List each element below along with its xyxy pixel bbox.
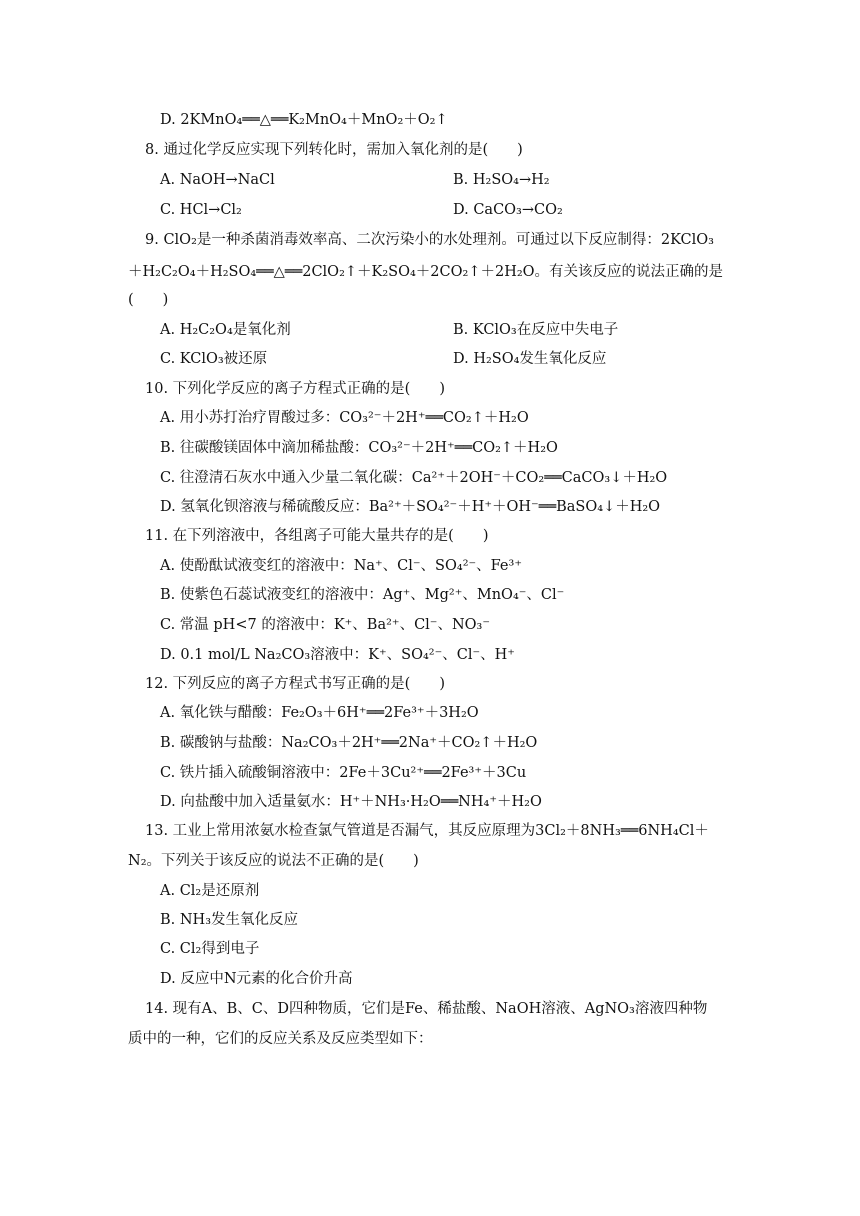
q8-option-a: A. NaOH→NaCl [160, 172, 275, 188]
q12-option-c: C. 铁片插入硫酸铜溶液中：2Fe＋3Cu²⁺══2Fe³⁺＋3Cu [160, 765, 527, 781]
q13-option-c: C. Cl₂得到电子 [160, 941, 260, 957]
q13-option-d: D. 反应中N元素的化合价升高 [160, 971, 353, 987]
q10-option-d: D. 氢氧化钡溶液与稀硫酸反应：Ba²⁺＋SO₄²⁻＋H⁺＋OH⁻══BaSO₄↓＋H₂O [160, 499, 661, 515]
q8-stem: 8. 通过化学反应实现下列转化时，需加入氧化剂的是( ) [145, 142, 523, 158]
q9-option-b: B. KClO₃在反应中失电子 [453, 322, 619, 338]
q11-stem: 11. 在下列溶液中，各组离子可能大量共存的是( ) [145, 528, 489, 544]
q9-stem-line2: ＋H₂C₂O₄＋H₂SO₄══△══2ClO₂↑＋K₂SO₄＋2CO₂↑＋2H₂O。有关该反应的说法正确的是 [128, 264, 724, 280]
q13-stem-line2: N₂。下列关于该反应的说法不正确的是( ) [128, 853, 419, 869]
q8-option-c: C. HCl→Cl₂ [160, 202, 242, 218]
q9-stem-line1: 9. ClO₂是一种杀菌消毒效率高、二次污染小的水处理剂。可通过以下反应制得：2KClO₃ [145, 232, 714, 248]
q8-option-b: B. H₂SO₄→H₂ [453, 172, 550, 188]
q12-option-a: A. 氧化铁与醋酸：Fe₂O₃＋6H⁺══2Fe³⁺＋3H₂O [160, 705, 479, 721]
q9-option-d: D. H₂SO₄发生氧化反应 [453, 351, 607, 367]
q8-option-d: D. CaCO₃→CO₂ [453, 202, 563, 218]
q9-option-a: A. H₂C₂O₄是氧化剂 [160, 322, 291, 338]
q12-option-b: B. 碳酸钠与盐酸：Na₂CO₃＋2H⁺══2Na⁺＋CO₂↑＋H₂O [160, 735, 538, 751]
q13-option-b: B. NH₃发生氧化反应 [160, 912, 299, 928]
q13-stem-line1: 13. 工业上常用浓氨水检查氯气管道是否漏气，其反应原理为3Cl₂＋8NH₃══6NH₄Cl＋ [145, 823, 709, 839]
q9-stem-line3: ( ) [128, 292, 169, 308]
q11-option-a: A. 使酚酞试液变红的溶液中：Na⁺、Cl⁻、SO₄²⁻、Fe³⁺ [160, 558, 522, 574]
q14-stem-line2: 质中的一种，它们的反应关系及反应类型如下： [128, 1031, 433, 1047]
q12-option-d: D. 向盐酸中加入适量氨水：H⁺＋NH₃·H₂O══NH₄⁺＋H₂O [160, 794, 542, 810]
q13-option-a: A. Cl₂是还原剂 [160, 883, 260, 899]
q14-stem-line1: 14. 现有A、B、C、D四种物质，它们是Fe、稀盐酸、NaOH溶液、AgNO₃溶液四种物 [145, 1001, 708, 1017]
q10-option-a: A. 用小苏打治疗胃酸过多：CO₃²⁻＋2H⁺══CO₂↑＋H₂O [160, 410, 529, 426]
q10-option-c: C. 往澄清石灰水中通入少量二氧化碳：Ca²⁺＋2OH⁻＋CO₂══CaCO₃↓＋H₂O [160, 470, 668, 486]
q12-stem: 12. 下列反应的离子方程式书写正确的是( ) [145, 676, 445, 692]
q11-option-c: C. 常温 pH<7 的溶液中：K⁺、Ba²⁺、Cl⁻、NO₃⁻ [160, 617, 490, 633]
q11-option-b: B. 使紫色石蕊试液变红的溶液中：Ag⁺、Mg²⁺、MnO₄⁻、Cl⁻ [160, 587, 565, 603]
q10-stem: 10. 下列化学反应的离子方程式正确的是( ) [145, 381, 445, 397]
q11-option-d: D. 0.1 mol/L Na₂CO₃溶液中：K⁺、SO₄²⁻、Cl⁻、H⁺ [160, 647, 515, 663]
q7-option-d: D. 2KMnO₄══△══K₂MnO₄＋MnO₂＋O₂↑ [160, 112, 448, 128]
q9-option-c: C. KClO₃被还原 [160, 351, 268, 367]
q10-option-b: B. 往碳酸镁固体中滴加稀盐酸：CO₃²⁻＋2H⁺══CO₂↑＋H₂O [160, 440, 558, 456]
